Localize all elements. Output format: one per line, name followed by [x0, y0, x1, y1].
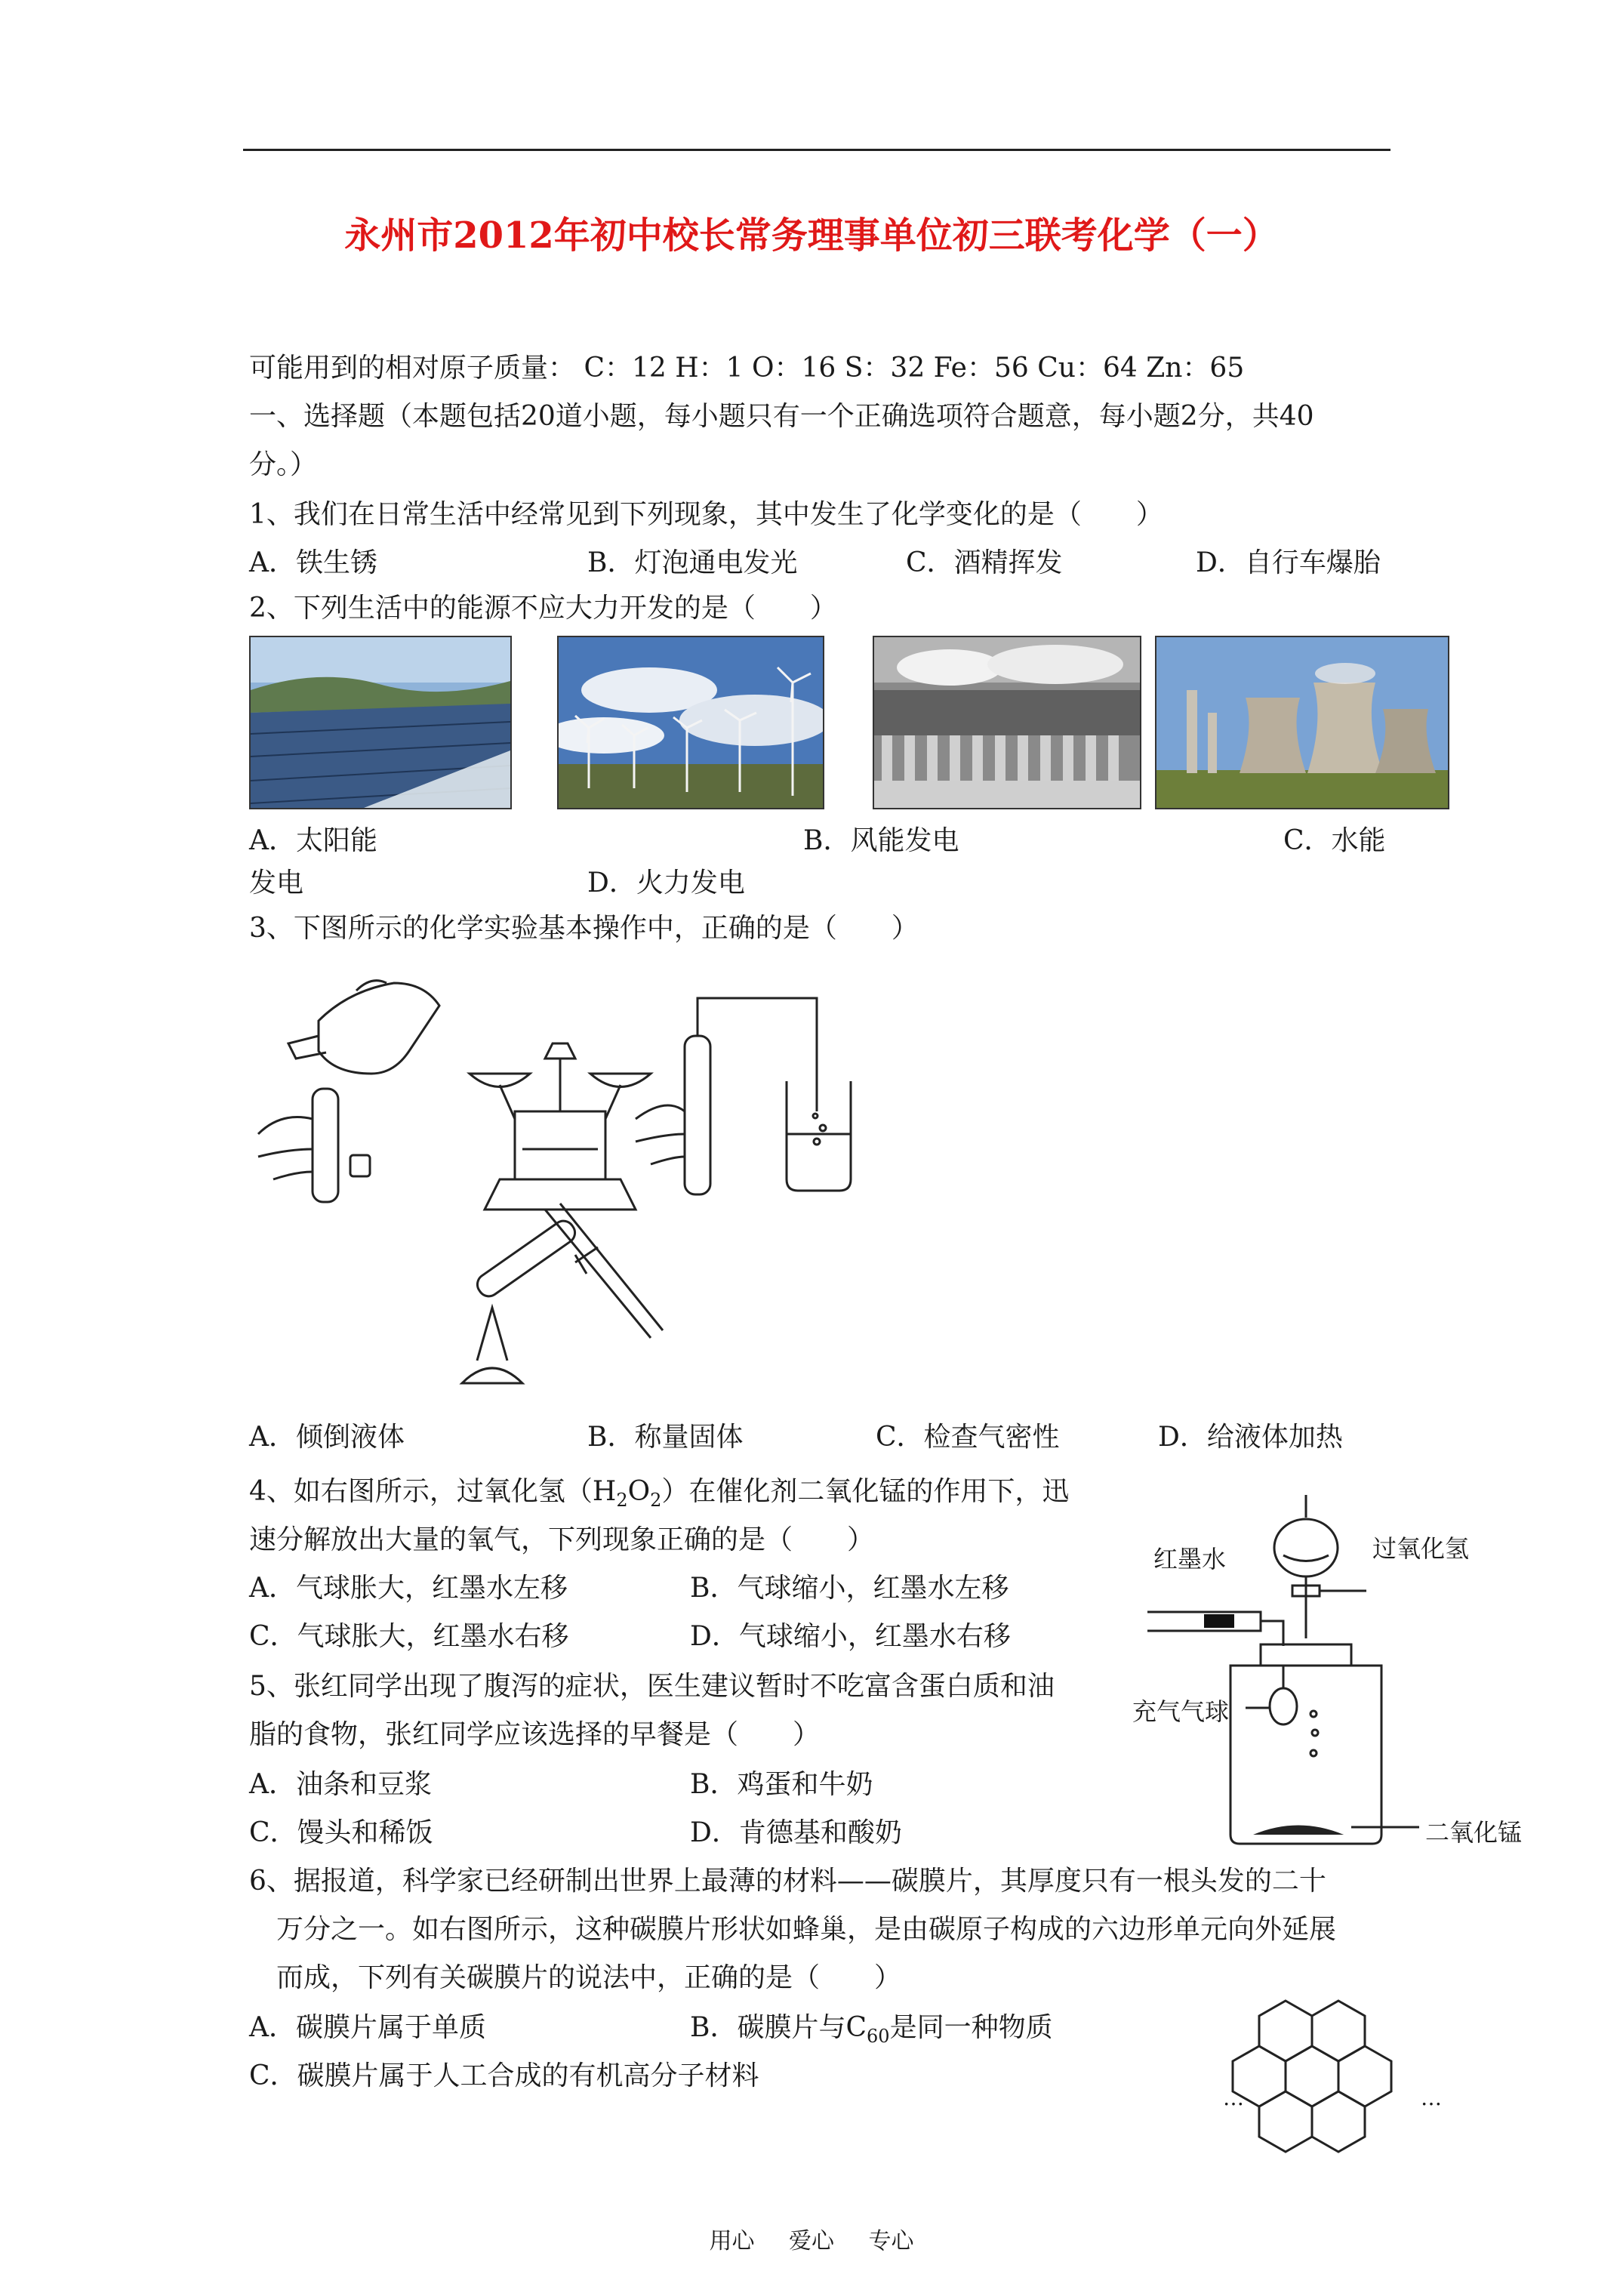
label-mno2: 二氧化锰 — [1425, 1818, 1523, 1847]
q6-option-c: C．碳膜片属于人工合成的有机高分子材料 — [249, 2060, 759, 2091]
q1-stem: 1、我们在日常生活中经常见到下列现象，其中发生了化学变化的是（ ） — [249, 499, 1163, 530]
q6-option-a: A．碳膜片属于单质 — [249, 2012, 486, 2043]
thermal-power-photo — [1155, 636, 1449, 809]
q6-stem-line1: 6、据报道，科学家已经研制出世界上最薄的材料——碳膜片，其厚度只有一根头发的二十 — [249, 1866, 1326, 1897]
q5-option-d: D．肯德基和酸奶 — [690, 1817, 902, 1848]
q2-option-d: D．火力发电 — [587, 868, 745, 898]
q4-option-c: C．气球胀大，红墨水右移 — [249, 1621, 569, 1652]
q4-stem-line2: 速分解放出大量的氧气，下列现象正确的是（ ） — [249, 1524, 875, 1555]
q5-option-c: C．馒头和稀饭 — [249, 1817, 433, 1848]
section-heading-cont: 分。） — [249, 449, 318, 480]
page-title: 永州市2012年初中校长常务理事单位初三联考化学（一） — [344, 214, 1279, 257]
q2-option-c-cont: 发电 — [249, 868, 304, 898]
q6-stem-line3: 而成，下列有关碳膜片的说法中，正确的是（ ） — [276, 1962, 902, 1993]
q1-option-a: A．铁生锈 — [249, 547, 377, 578]
honeycomb-ellipsis-right: … — [1421, 2085, 1442, 2110]
hydro-dam-photo — [873, 636, 1141, 809]
q3-option-a: A．倾倒液体 — [249, 1422, 405, 1453]
q3-stem: 3、下图所示的化学实验基本操作中，正确的是（ ） — [249, 913, 919, 944]
header-rule — [243, 149, 1390, 151]
label-h2o2: 过氧化氢 — [1372, 1534, 1470, 1563]
q2-option-a: A．太阳能 — [249, 825, 377, 856]
q3-option-d: D．给液体加热 — [1158, 1422, 1343, 1453]
q4-option-a: A．气球胀大，红墨水左移 — [249, 1573, 568, 1604]
q5-option-b: B．鸡蛋和牛奶 — [690, 1769, 873, 1800]
label-red-ink: 红墨水 — [1153, 1545, 1227, 1573]
q6-option-b: B．碳膜片与$C_{60}$是同一种物质 — [690, 2012, 1053, 2048]
q5-stem-line1: 5、张红同学出现了腹泻的症状，医生建议暂时不吃富含蛋白质和油 — [249, 1671, 1055, 1702]
q3-option-c: C．检查气密性 — [876, 1422, 1060, 1453]
q5-stem-line2: 脂的食物，张红同学应该选择的早餐是（ ） — [249, 1719, 821, 1750]
q1-option-d: D．自行车爆胎 — [1196, 547, 1381, 578]
footer-text-1: 用心 — [709, 2228, 755, 2254]
footer-text-2: 爱心 — [789, 2228, 834, 2254]
q2-option-b: B．风能发电 — [803, 825, 959, 856]
q2-stem: 2、下列生活中的能源不应大力开发的是（ ） — [249, 593, 837, 624]
footer-text-3: 专心 — [868, 2228, 914, 2254]
solar-panel-photo — [249, 636, 512, 809]
q2-option-c: C．水能 — [1283, 825, 1386, 856]
q1-option-c: C．酒精挥发 — [906, 547, 1063, 578]
label-balloon: 充气气球 — [1132, 1697, 1230, 1726]
q1-option-b: B．灯泡通电发光 — [587, 547, 798, 578]
q5-option-a: A．油条和豆浆 — [249, 1769, 432, 1800]
q4-option-b: B．气球缩小，红墨水左移 — [690, 1573, 1009, 1604]
q4-stem-line1: 4、如右图所示，过氧化氢$(H_2O_2)$在催化剂二氧化锰的作用下，迅 — [249, 1476, 1070, 1512]
q3-option-b: B．称量固体 — [587, 1422, 744, 1453]
atomic-masses: 可能用到的相对原子质量： C：12 H：1 O：16 S：32 Fe：56 Cu：64 Zn：65 — [249, 353, 1245, 384]
wind-turbine-photo — [557, 636, 824, 809]
section-heading: 一、选择题（本题包括20道小题，每小题只有一个正确选项符合题意，每小题2分，共40 — [249, 401, 1314, 432]
q4-option-d: D．气球缩小，红墨水右移 — [690, 1621, 1011, 1652]
h2o2-apparatus-figure — [1132, 1472, 1487, 1850]
lab-operations-figure — [243, 960, 1089, 1413]
page-footer — [0, 2222, 1623, 2255]
q6-stem-line2: 万分之一。如右图所示，这种碳膜片形状如蜂巢，是由碳原子构成的六边形单元向外延展 — [276, 1914, 1337, 1945]
honeycomb-ellipsis-left: … — [1223, 2085, 1244, 2110]
